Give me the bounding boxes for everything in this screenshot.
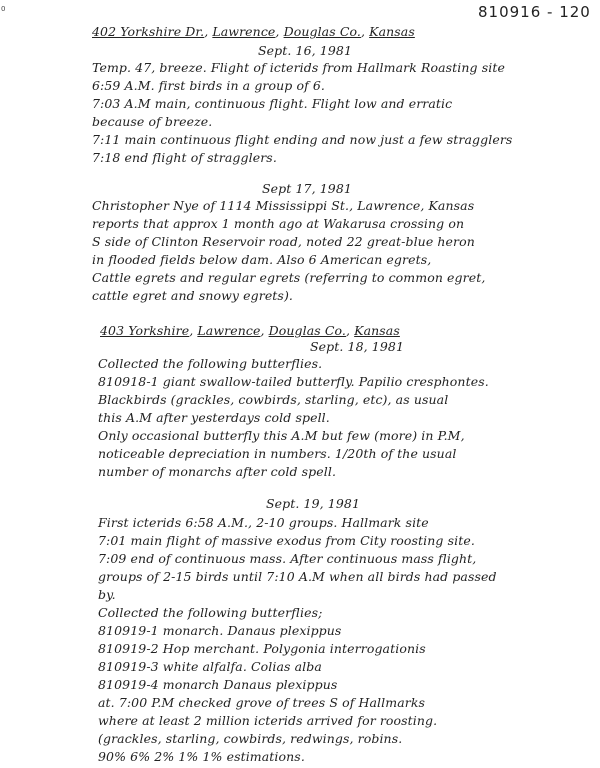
entry3-line-5: Only occasional butterfly this A.M but few (more) in P.M, xyxy=(98,428,465,443)
entry1-line-3: 7:03 A.M main, continuous flight. Flight low and erratic xyxy=(92,96,453,111)
entry3-date: Sept. 18, 1981 xyxy=(310,339,404,354)
entry3-city: Lawrence xyxy=(197,323,261,338)
entry3-line-6: noticeable depreciation in numbers. 1/20th of the usual xyxy=(98,446,457,461)
entry4-line-8: 810919-2 Hop merchant. Polygonia interrogationis xyxy=(98,641,426,656)
entry1-street: 402 Yorkshire Dr. xyxy=(92,24,205,39)
entry4-line-14: 90% 6% 2% 1% 1% estimations. xyxy=(98,749,305,764)
entry3-line-2: 810918-1 giant swallow-tailed butterfly. Papilio cresphontes. xyxy=(98,374,489,389)
entry1-state: Kansas xyxy=(369,24,415,39)
entry3-state: Kansas xyxy=(354,323,400,338)
entry1-line-4: because of breeze. xyxy=(92,114,213,129)
entry4-line-10: 810919-4 monarch Danaus plexippus xyxy=(98,677,338,692)
entry4-line-12: where at least 2 million icterids arrived for roosting. xyxy=(98,713,438,728)
entry3-line-3: Blackbirds (grackles, cowbirds, starling, etc), as usual xyxy=(98,392,449,407)
entry2-line-2: reports that approx 1 month ago at Wakarusa crossing on xyxy=(92,216,465,231)
entry1-date: Sept. 16, 1981 xyxy=(258,43,352,58)
entry4-line-5: by. xyxy=(98,587,116,602)
entry4-line-2: 7:01 main flight of massive exodus from City roosting site. xyxy=(98,533,475,548)
entry4-line-7: 810919-1 monarch. Danaus plexippus xyxy=(98,623,342,638)
entry2-line-6: cattle egret and snowy egrets). xyxy=(92,288,294,303)
entry4-date: Sept. 19, 1981 xyxy=(266,496,360,511)
entry4-line-11: at. 7:00 P.M checked grove of trees S of Hallmarks xyxy=(98,695,426,710)
entry2-line-4: in flooded fields below dam. Also 6 American egrets, xyxy=(92,252,432,267)
entry3-line-1: Collected the following butterflies. xyxy=(98,356,323,371)
entry2-date: Sept 17, 1981 xyxy=(262,181,352,196)
entry2-line-3: S side of Clinton Reservoir road, noted 22 great-blue heron xyxy=(92,234,475,249)
page-edge-mark: 0 xyxy=(1,5,6,13)
catalog-number: 810916 - 120 xyxy=(478,3,591,21)
entry4-line-6: Collected the following butterflies; xyxy=(98,605,323,620)
entry1-line-5: 7:11 main continuous flight ending and now just a few stragglers xyxy=(92,132,513,147)
entry4-line-1: First icterids 6:58 A.M., 2-10 groups. Hallmark site xyxy=(98,515,429,530)
entry4-line-13: (grackles, starling, cowbirds, redwings, robins. xyxy=(98,731,403,746)
entry2-line-1: Christopher Nye of 1114 Mississippi St., Lawrence, Kansas xyxy=(92,198,475,213)
entry3-street: 403 Yorkshire xyxy=(100,323,190,338)
entry2-line-5: Cattle egrets and regular egrets (referring to common egret, xyxy=(92,270,486,285)
entry1-line-6: 7:18 end flight of stragglers. xyxy=(92,150,277,165)
entry1-location: 402 Yorkshire Dr., Lawrence, Douglas Co., Kansas xyxy=(92,24,415,39)
entry1-line-2: 6:59 A.M. first birds in a group of 6. xyxy=(92,78,325,93)
entry1-city: Lawrence xyxy=(212,24,276,39)
entry3-county: Douglas Co. xyxy=(268,323,346,338)
entry4-line-4: groups of 2-15 birds until 7:10 A.M when all birds had passed xyxy=(98,569,497,584)
entry1-line-1: Temp. 47, breeze. Flight of icterids from Hallmark Roasting site xyxy=(92,60,505,75)
entry3-location: 403 Yorkshire, Lawrence, Douglas Co., Kansas xyxy=(100,323,400,338)
entry4-line-9: 810919-3 white alfalfa. Colias alba xyxy=(98,659,322,674)
entry3-line-4: this A.M after yesterdays cold spell. xyxy=(98,410,330,425)
entry1-county: Douglas Co. xyxy=(283,24,361,39)
entry3-line-7: number of monarchs after cold spell. xyxy=(98,464,337,479)
entry4-line-3: 7:09 end of continuous mass. After continuous mass flight, xyxy=(98,551,477,566)
